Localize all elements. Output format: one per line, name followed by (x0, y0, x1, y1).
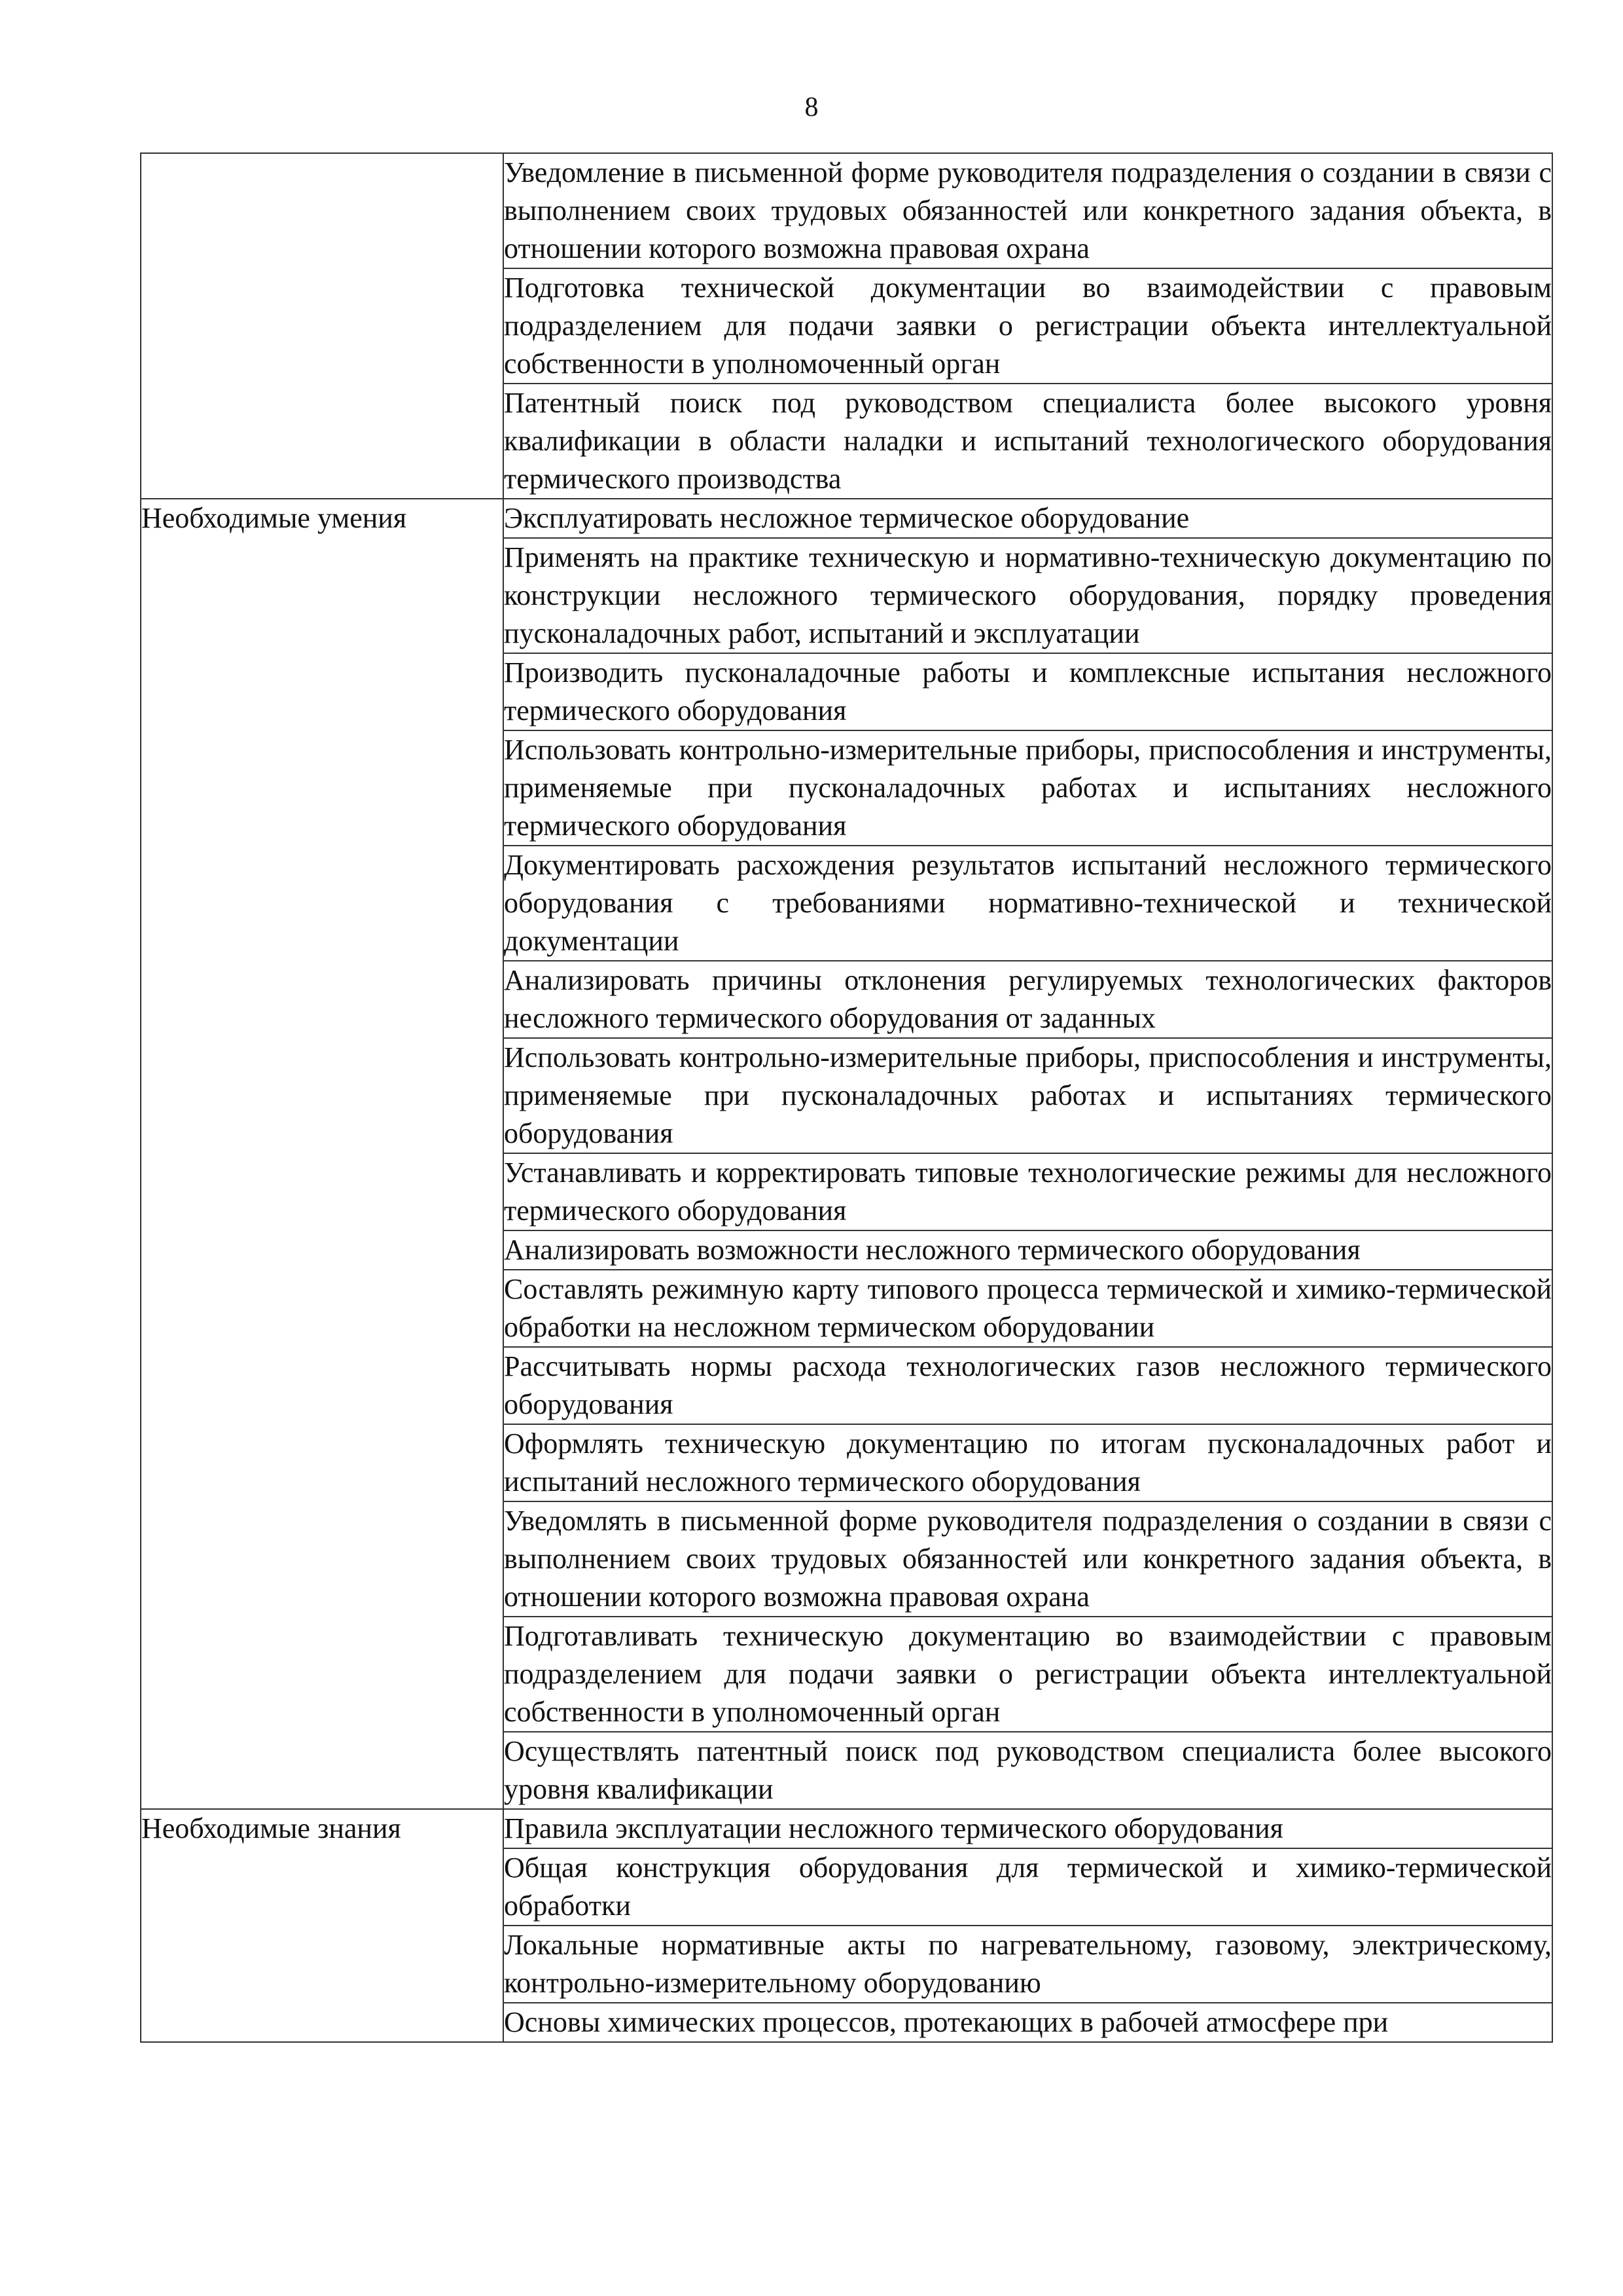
requirement-item: Использовать контрольно-измерительные приборы, приспособления и инструменты, применяемые при пусконаладочных работах и испытаниях термического оборудования (503, 1038, 1552, 1153)
requirement-item: Оформлять техническую документацию по итогам пусконаладочных работ и испытаний несложного термического оборудования (503, 1424, 1552, 1501)
requirement-item: Подготавливать техническую документацию во взаимодействии с правовым подразделением для подачи заявки о регистрации объекта интеллектуальной собственности в уполномоченный орган (503, 1617, 1552, 1732)
requirement-item: Эксплуатировать несложное термическое оборудование (503, 499, 1552, 538)
section-label: Необходимые умения (141, 499, 503, 1809)
requirement-item: Уведомление в письменной форме руководителя подразделения о создании в связи с выполнением своих трудовых обязанностей или конкретного задания объекта, в отношении которого возможна правовая охрана (503, 153, 1552, 268)
requirement-item: Правила эксплуатации несложного термического оборудования (503, 1809, 1552, 1848)
section-label (141, 153, 503, 499)
requirement-item: Производить пусконаладочные работы и комплексные испытания несложного термического оборудования (503, 653, 1552, 730)
requirement-item: Уведомлять в письменной форме руководителя подразделения о создании в связи с выполнением своих трудовых обязанностей или конкретного задания объекта, в отношении которого возможна правовая охрана (503, 1501, 1552, 1617)
requirement-item: Подготовка технической документации во взаимодействии с правовым подразделением для подачи заявки о регистрации объекта интеллектуальной собственности в уполномоченный орган (503, 268, 1552, 384)
requirement-item: Патентный поиск под руководством специалиста более высокого уровня квалификации в области наладки и испытаний технологического оборудования термического производства (503, 384, 1552, 499)
requirement-item: Использовать контрольно-измерительные приборы, приспособления и инструменты, применяемые при пусконаладочных работах и испытаниях несложного термического оборудования (503, 730, 1552, 846)
requirement-item: Общая конструкция оборудования для термической и химико-термической обработки (503, 1848, 1552, 1926)
requirement-item: Устанавливать и корректировать типовые технологические режимы для несложного термического оборудования (503, 1153, 1552, 1230)
requirement-item: Анализировать причины отклонения регулируемых технологических факторов несложного термического оборудования от заданных (503, 961, 1552, 1038)
requirement-item: Рассчитывать нормы расхода технологических газов несложного термического оборудования (503, 1347, 1552, 1424)
requirement-item: Применять на практике техническую и нормативно-техническую документацию по конструкции несложного термического оборудования, порядку проведения пусконаладочных работ, испытаний и эксплуатации (503, 538, 1552, 653)
requirement-item: Составлять режимную карту типового процесса термической и химико-термической обработки на несложном термическом оборудовании (503, 1270, 1552, 1347)
requirement-item: Документировать расхождения результатов испытаний несложного термического оборудования с требованиями нормативно-технической и технической документации (503, 846, 1552, 961)
requirement-item: Осуществлять патентный поиск под руководством специалиста более высокого уровня квалификации (503, 1732, 1552, 1809)
table-row (141, 1809, 1552, 1848)
table-row (141, 499, 1552, 538)
page-number: 8 (804, 92, 819, 122)
requirement-item: Локальные нормативные акты по нагревательному, газовому, электрическому, контрольно-измерительному оборудованию (503, 1926, 1552, 2003)
table-row (141, 153, 1552, 268)
table-body (141, 153, 1552, 2042)
section-label: Необходимые знания (141, 1809, 503, 2042)
requirement-item: Основы химических процессов, протекающих в рабочей атмосфере при (503, 2003, 1552, 2042)
requirements-table (140, 152, 1553, 2043)
requirement-item: Анализировать возможности несложного термического оборудования (503, 1230, 1552, 1270)
